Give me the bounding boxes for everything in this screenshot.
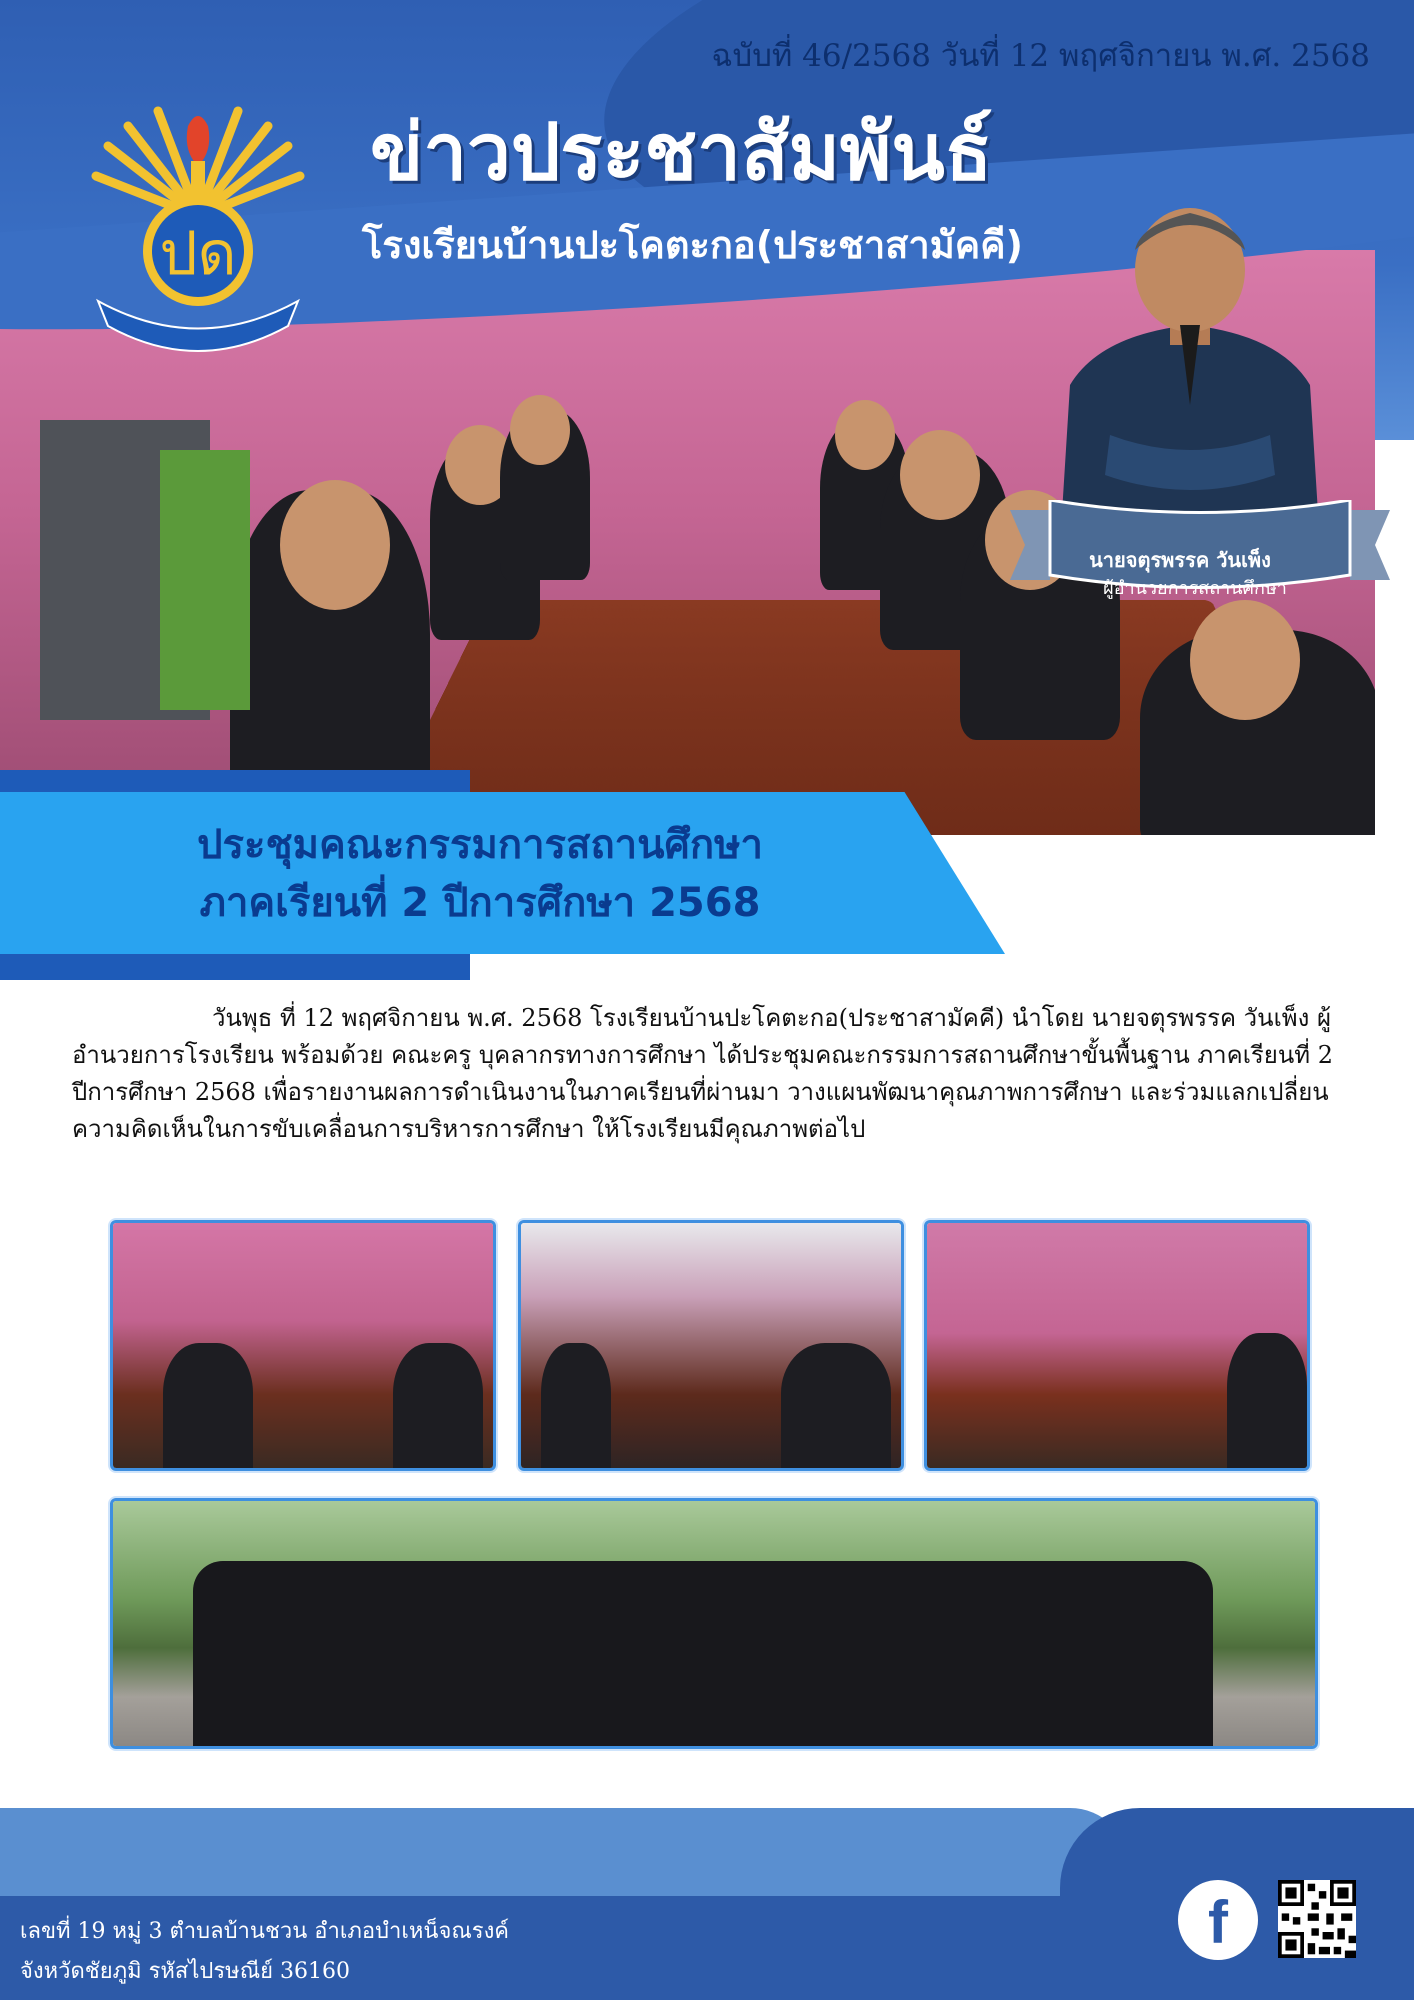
- headline-line-1: ประชุมคณะกรรมการสถานศึกษา: [197, 822, 763, 868]
- address-line-1: เลขที่ 19 หมู่ 3 ตำบลบ้านชวน อำเภอบำเหน็จณรงค์: [20, 1919, 510, 1944]
- gallery-photo-1: [110, 1220, 496, 1471]
- headline-line-2: ภาคเรียนที่ 2 ปีการศึกษา 2568: [199, 880, 761, 926]
- director-role: ผู้อำนวยการสถานศึกษา: [1103, 578, 1287, 599]
- director-name: นายจตุรพรรค วันเพ็ง: [1089, 548, 1271, 572]
- svg-text:ปด: ปด: [159, 219, 237, 289]
- news-paragraph: วันพุธ ที่ 12 พฤศจิกายน พ.ศ. 2568 โรงเรียนบ้านปะโคตะกอ(ประชาสามัคคี) นำโดย นายจตุรพรรค วันเพ็ง ผู้อำนวยการโรงเรียน พร้อมด้วย คณะครู บุคลากรทางการศึกษา ได้ประชุมคณะกรรมการสถานศึกษาขั้นพื้นฐาน ภาคเรียนที่ 2 ปีการศึกษา 2568 เพื่อรายงานผลการดำเนินงานในภาคเรียนที่ผ่านมา วางแผนพัฒนาคุณภาพการศึกษา และร่วมแลกเปลี่ยนความคิดเห็นในการขับเคลื่อนการบริหารการศึกษา ให้โรงเรียนมีคุณภาพต่อไป: [72, 1004, 1333, 1143]
- page-title: ข่าวประชาสัมพันธ์: [370, 108, 993, 198]
- school-logo: [88, 106, 308, 356]
- address-line-2: จังหวัดชัยภูมิ รหัสไปรษณีย์ 36160: [20, 1959, 350, 1984]
- issue-number: ฉบับที่ 46/2568 วันที่ 12 พฤศจิกายน พ.ศ. 2568: [711, 38, 1370, 74]
- qr-code-icon[interactable]: [1278, 1880, 1356, 1958]
- school-name: โรงเรียนบ้านปะโคตะกอ(ประชาสามัคคี): [362, 223, 1023, 267]
- gallery-photo-2: [518, 1220, 904, 1471]
- director-photo: [1040, 205, 1340, 545]
- gallery-photo-3: [924, 1220, 1310, 1471]
- facebook-icon[interactable]: f: [1178, 1880, 1258, 1960]
- footer-wave: [0, 1808, 1130, 1896]
- gallery-photo-group: [110, 1498, 1318, 1749]
